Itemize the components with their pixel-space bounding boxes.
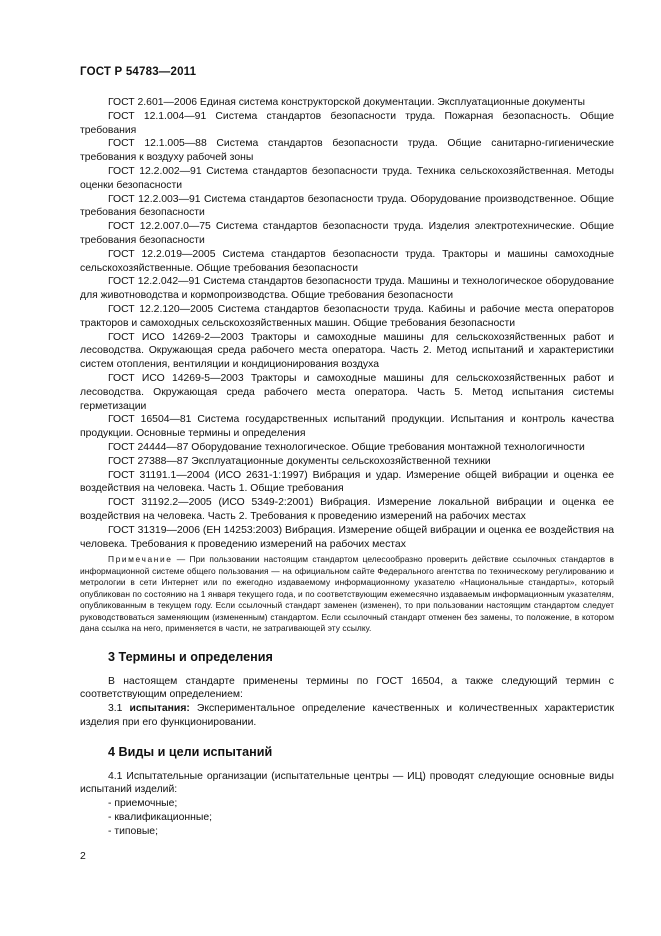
reference-item: ГОСТ 12.1.005—88 Система стандартов безопасности труда. Общие санитарно-гигиенические требования к воздуху рабочей зоны xyxy=(80,138,614,164)
reference-item: ГОСТ 12.1.004—91 Система стандартов безопасности труда. Пожарная безопасность. Общие требования xyxy=(80,110,614,136)
term-number: 3.1 xyxy=(108,703,130,715)
reference-item: ГОСТ ИСО 14269-5—2003 Тракторы и самоходные машины для сельскохозяйственных работ и лесоводства. Окружающая среда рабочего места оператора. Часть 5. Метод испытания системы герметизации xyxy=(80,372,614,412)
reference-item: ГОСТ 31191.1—2004 (ИСО 2631-1:1997) Вибрация и удар. Измерение общей вибрации и оценка ее воздействия на человека. Часть 1. Общие требования xyxy=(80,469,614,495)
reference-item: ГОСТ 12.2.007.0—75 Система стандартов безопасности труда. Изделия электротехнические. Общие требования безопасности xyxy=(80,221,614,246)
reference-item: ГОСТ 31192.2—2005 (ИСО 5349-2:2001) Вибрация. Измерение локальной вибрации и оценка ее воздействия на человека. Часть 2. Требования к проведению измерений на рабочих местах xyxy=(80,497,614,522)
term-definition xyxy=(80,702,614,730)
reference-item: ГОСТ 12.2.019—2005 Система стандартов безопасности труда. Тракторы и машины самоходные сельскохозяйственные. Общие требования безопасности xyxy=(80,248,614,274)
page-number: 2 xyxy=(80,851,86,862)
term-definition-text: Экспериментальное определение качественных и количественных характеристик изделия при его функционировании. xyxy=(80,703,614,728)
reference-item: ГОСТ 24444—87 Оборудование технологическое. Общие требования монтажной технологичности xyxy=(108,441,585,453)
normative-references-list xyxy=(80,96,614,551)
reference-item: ГОСТ 12.2.002—91 Система стандартов безопасности труда. Техника сельскохозяйственная. Методы оценки безопасности xyxy=(80,165,614,191)
document-body xyxy=(80,96,614,839)
references-note xyxy=(80,554,614,635)
list-item: - квалификационные; xyxy=(108,811,212,823)
term-name: испытания: xyxy=(129,703,190,715)
reference-item: ГОСТ ИСО 14269-2—2003 Тракторы и самоходные машины для сельскохозяйственных работ и лесоводства. Окружающая среда рабочего места оператора. Часть 2. Метод испытаний и характеристики систем отопления, вентиляции и кондиционирования воздуха xyxy=(80,331,614,371)
note-text: — При пользовании настоящим стандартом целесообразно проверить действие ссылочных стандартов в информационной системе общего пользования — на официальном сайте Федерального агентства по техническому регулированию и метрологии в сети Интернет или по ежегодно издаваемому информационному указателю «Национальные стандарты», который опубликован по состоянию на 1 января текущего года, и по соответствующим ежемесячно издаваемым информационным указателям, опубликованным в текущем году. Если ссылочный стандарт заменен (изменен), то при пользовании настоящим стандартом следует руководствоваться заменяющим (измененным) стандартом. Если ссылочный стандарт отменен без замены, то положение, в котором дана ссылка на него, применяется в части, не затрагивающей эту ссылку. xyxy=(80,554,614,634)
section-4-intro: 4.1 Испытательные организации (испытательные центры — ИЦ) проводят следующие основные виды испытаний изделий: xyxy=(80,770,614,796)
section-3-title: 3 Термины и определения xyxy=(108,649,273,664)
reference-item: ГОСТ 27388—87 Эксплуатационные документы сельскохозяйственной техники xyxy=(108,455,491,467)
test-types-list xyxy=(80,797,614,838)
reference-item: ГОСТ 31319—2006 (ЕН 14253:2003) Вибрация. Измерение общей вибрации и оценка ее воздействия на человека. Требования к проведению измерений на рабочих местах xyxy=(80,524,614,550)
note-label: Примечание xyxy=(108,554,173,565)
page-header: ГОСТ Р 54783—2011 xyxy=(80,66,197,78)
section-3-intro: В настоящем стандарте применены термины по ГОСТ 16504, а также следующий термин с соответствующим определением: xyxy=(80,675,614,701)
reference-item: ГОСТ 2.601—2006 Единая система конструкторской документации. Эксплуатационные документы xyxy=(108,97,586,108)
reference-item: ГОСТ 12.2.042—91 Система стандартов безопасности труда. Машины и технологическое оборудование для животноводства и кормопроизводства. Общие требования безопасности xyxy=(80,276,614,302)
reference-item: ГОСТ 12.2.003—91 Система стандартов безопасности труда. Оборудование производственное. Общие требования безопасности xyxy=(80,193,614,219)
reference-item: ГОСТ 12.2.120—2005 Система стандартов безопасности труда. Кабины и рабочие места операторов тракторов и самоходных сельскохозяйственных машин. Общие требования безопасности xyxy=(80,303,614,329)
section-4-title: 4 Виды и цели испытаний xyxy=(108,744,273,759)
reference-item: ГОСТ 16504—81 Система государственных испытаний продукции. Испытания и контроль качества продукции. Основные термины и определения xyxy=(80,414,614,440)
list-item: - типовые; xyxy=(108,825,158,837)
list-item: - приемочные; xyxy=(108,798,178,810)
